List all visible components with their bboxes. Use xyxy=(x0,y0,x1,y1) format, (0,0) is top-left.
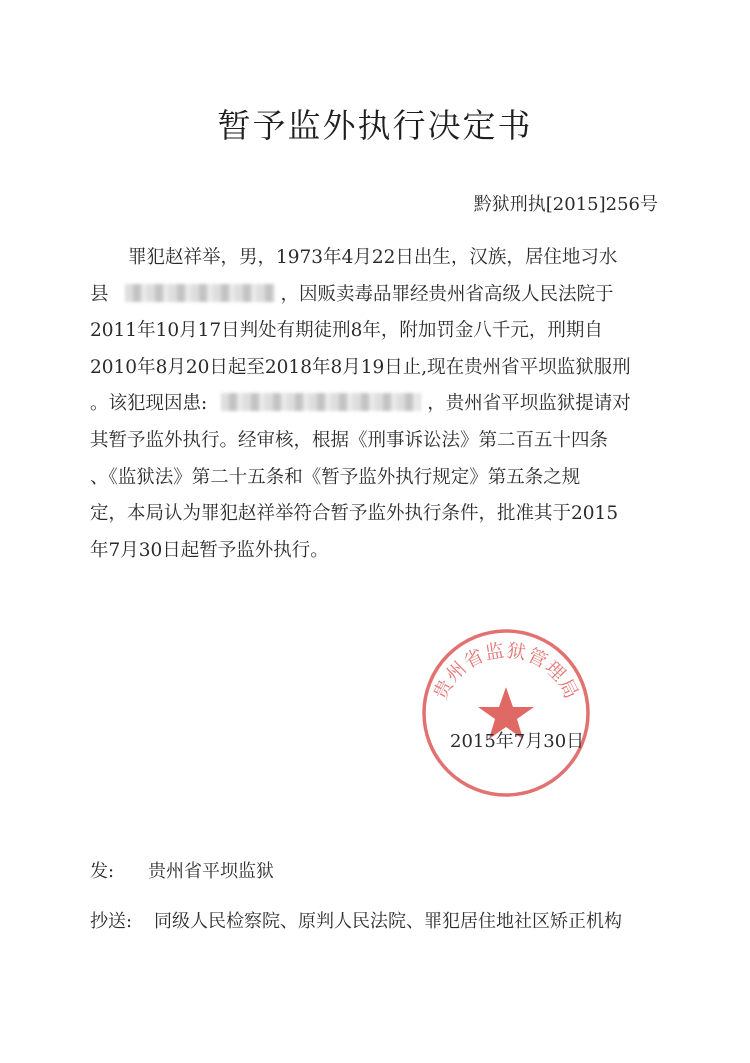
body-line-5-start: 。该犯现因患: xyxy=(90,393,208,415)
body-line-4: 2010年8月20日起至2018年8月19日止,现在贵州省平坝监狱服刑 xyxy=(90,356,631,378)
body-line-3: 2011年10月17日判处有期徒刑8年，附加罚金八千元，刑期自 xyxy=(90,320,603,342)
body-line-9: 年7月30日起暂予监外执行。 xyxy=(90,539,329,561)
redacted-address-blur xyxy=(125,284,275,302)
send-to-value: 贵州省平坝监狱 xyxy=(148,861,274,882)
body-line-1-text: 罪犯赵祥举，男，1973年4月22日出生，汉族，居住地习水 xyxy=(128,247,618,268)
redacted-illness-blur xyxy=(221,393,421,411)
body-line-1 xyxy=(90,240,660,277)
body-line-8: 定，本局认为罪犯赵祥举符合暂予监外执行条件，批准其于2015 xyxy=(90,503,619,525)
body-line-2-end: ，因贩卖毒品罪经贵州省高级人民法院于 xyxy=(280,283,614,305)
seal-text: 贵州省监狱管理局 xyxy=(429,639,583,704)
body-line-2-start: 县 xyxy=(90,283,109,305)
body-line-6: 其暂予监外执行。经审核，根据《刑事诉讼法》第二百五十四条 xyxy=(90,429,609,451)
body-line-5-end: ，贵州省平坝监狱提请对 xyxy=(427,393,631,415)
body-line-5 xyxy=(90,386,660,423)
send-to-row xyxy=(90,857,274,883)
official-seal-stamp xyxy=(420,627,592,799)
body-line-2 xyxy=(90,277,660,314)
document-number: 黔狱刑执[2015]256号 xyxy=(473,194,658,215)
document-body xyxy=(90,240,660,569)
document-title: 暂予监外执行决定书 xyxy=(217,106,533,145)
document-date: 2015年7月30日 xyxy=(450,731,585,752)
body-line-7: 、《监狱法》第二十五条和《暂予监外执行规定》第五条之规 xyxy=(90,466,581,488)
cc-value: 同级人民检察院、原判人民法院、罪犯居住地社区矫正机构 xyxy=(154,911,622,932)
send-to-label: 发: xyxy=(90,861,115,882)
cc-label: 抄送: xyxy=(90,911,133,932)
